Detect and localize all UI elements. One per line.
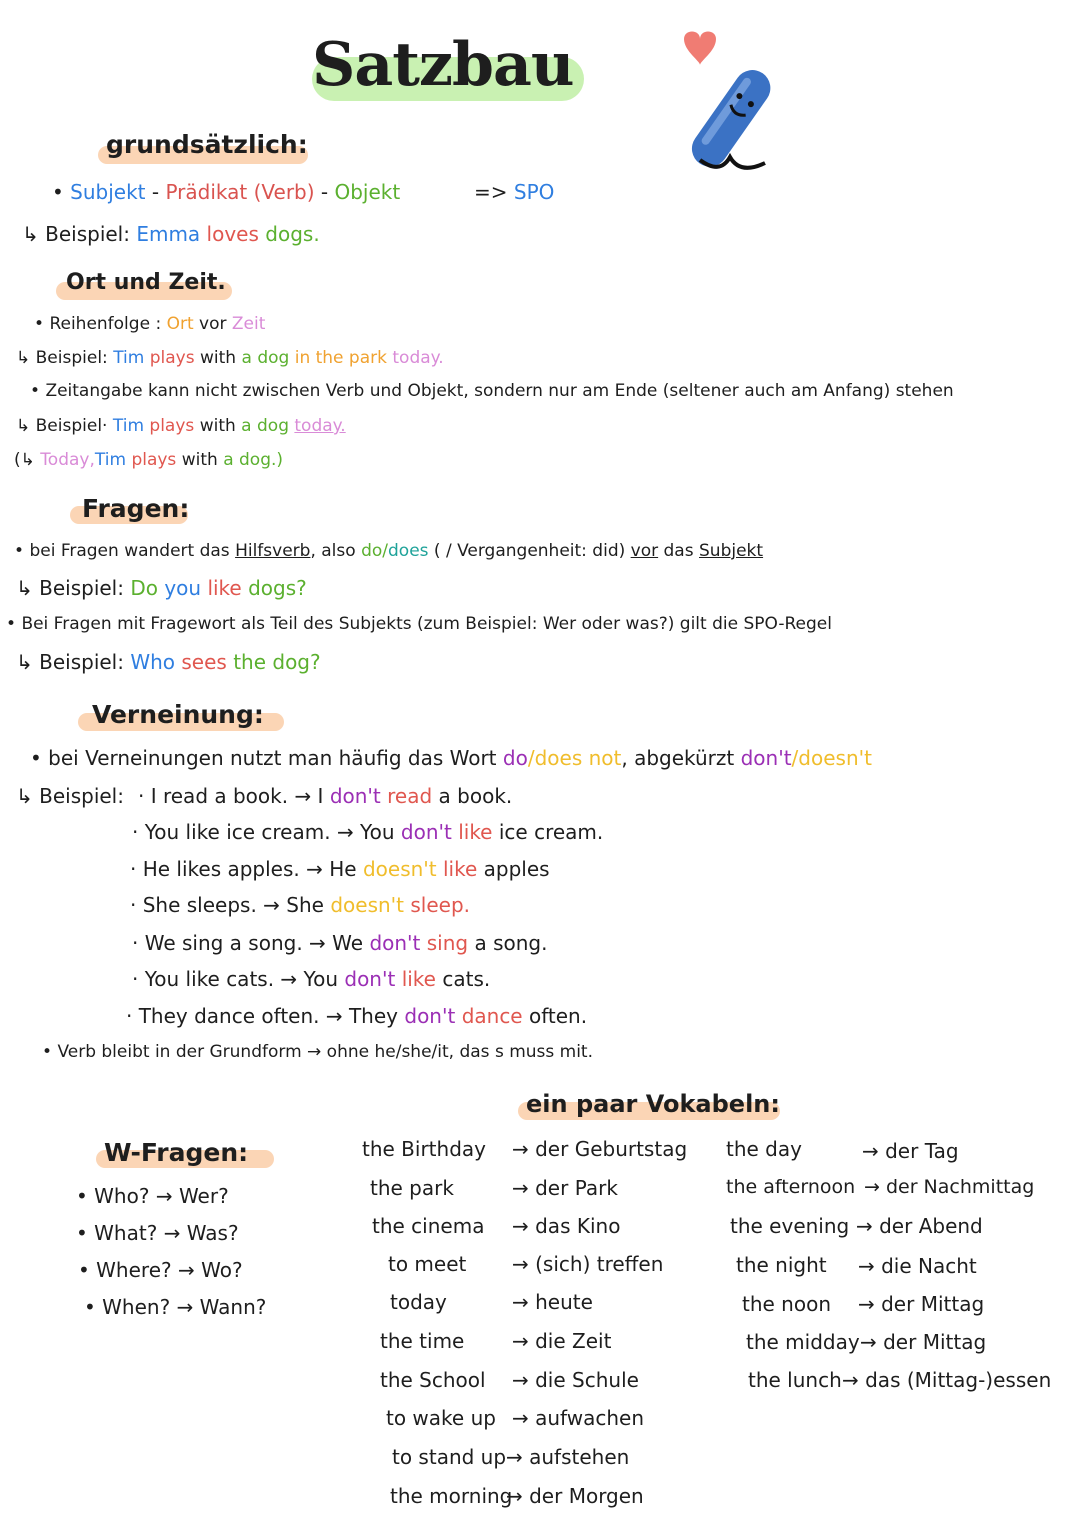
negation-example: · He likes apples. → He doesn't like apples <box>130 857 550 881</box>
word: dog? <box>272 650 321 674</box>
word: today. <box>392 348 444 368</box>
word: Tim <box>112 416 145 436</box>
vocab-en: the night <box>736 1253 827 1277</box>
word: you <box>164 576 202 600</box>
word: sees <box>181 650 227 674</box>
subjekt-label: Subjekt <box>70 180 146 204</box>
word: Tim <box>94 450 127 470</box>
text: / <box>527 746 535 770</box>
example-tim-1 <box>16 348 444 368</box>
word: dogs? <box>248 576 307 600</box>
vocab-de: → heute <box>512 1290 593 1314</box>
example-label: ↳ Beispiel: <box>22 222 130 246</box>
vocab-de: → der Geburtstag <box>512 1137 688 1161</box>
verb-note: • Verb bleibt in der Grundform → ohne he/she/it, das s muss mit. <box>42 1042 594 1062</box>
arrow: => <box>474 180 508 204</box>
rule-text: Bei Fragen mit Fragewort als Teil des Subjekts (zum Beispiel: Wer oder was?) gilt die SPO-Regel <box>21 614 832 634</box>
heading-grundsaetzlich: grundsätzlich: <box>106 130 308 159</box>
negation-example: · She sleeps. → She doesn't sleep. <box>130 893 470 917</box>
vocab-en: the morning <box>390 1484 513 1508</box>
word: a <box>223 450 234 470</box>
pen-doodle-icon <box>660 25 790 185</box>
vocab-en: the midday <box>746 1330 860 1354</box>
vocab-en: to meet <box>388 1252 467 1276</box>
example-tim-2 <box>16 416 346 436</box>
vocab-de: → die Schule <box>512 1368 639 1392</box>
text: , abgekürzt <box>621 746 735 770</box>
label: Reihenfolge : <box>49 314 162 334</box>
spo-result <box>474 180 554 204</box>
vocab-de: → der Abend <box>856 1214 983 1238</box>
note-text: Verb bleibt in der Grundform → ohne he/she/it, das s muss mit. <box>57 1042 594 1062</box>
text: bei Verneinungen nutzt man häufig das Wort <box>48 746 497 770</box>
text: bei Fragen wandert das <box>29 541 230 561</box>
text: das <box>663 541 694 561</box>
vocab-de: → der Morgen <box>506 1484 644 1508</box>
vocab-de: → das Kino <box>512 1214 621 1238</box>
word: loves <box>206 222 259 246</box>
page-title: Satzbau <box>312 30 574 100</box>
word: Do <box>130 576 158 600</box>
praedikat-label: Prädikat (Verb) <box>165 180 315 204</box>
w-fragen-item: • Who? → Wer? <box>76 1184 229 1208</box>
word: doesn't <box>798 746 872 770</box>
word: with <box>199 416 236 436</box>
w-fragen-item: • What? → Was? <box>76 1221 239 1245</box>
word: with <box>200 348 237 368</box>
objekt-label: Objekt <box>334 180 401 204</box>
heading-w-fragen: W-Fragen: <box>104 1138 249 1167</box>
vocab-de: → der Park <box>512 1176 618 1200</box>
separator: - <box>314 180 335 204</box>
spo-label: SPO <box>513 180 555 204</box>
word: dog <box>257 416 289 436</box>
negation-example: · We sing a song. → We don't sing a song. <box>132 931 548 955</box>
vocab-en: the park <box>370 1176 454 1200</box>
vocab-de: → der Nachmittag <box>864 1176 1035 1198</box>
verneinung-example-label: ↳ Beispiel: <box>16 784 124 808</box>
word: the <box>233 650 267 674</box>
example-do-you <box>16 576 307 600</box>
word: in the park <box>294 348 387 368</box>
word: a <box>241 348 252 368</box>
word: Ort <box>166 314 194 334</box>
spo-rule: • Subjekt - Prädikat (Verb) - Objekt <box>52 180 401 204</box>
example-who <box>16 650 321 674</box>
negation-example: · You like cats. → You don't like cats. <box>132 967 491 991</box>
vocab-de: → (sich) treffen <box>512 1252 664 1276</box>
vocab-en: the lunch <box>748 1368 842 1392</box>
reihenfolge-rule: • Reihenfolge : Ort vor Zeit <box>34 314 266 334</box>
vocab-en: to stand up <box>392 1445 507 1469</box>
example-label: ↳ Beispiel: <box>16 348 108 368</box>
hilfsverb: Hilfsverb <box>235 541 311 561</box>
heading-fragen: Fragen: <box>82 494 190 523</box>
vocab-de: → der Mittag <box>860 1330 987 1354</box>
word: Emma <box>136 222 201 246</box>
vocab-en: today <box>390 1290 447 1314</box>
vocab-en: the School <box>380 1368 486 1392</box>
negation-example: · They dance often. → They don't dance often. <box>126 1004 588 1028</box>
word: Zeit <box>231 314 266 334</box>
word: does not <box>534 746 622 770</box>
word: does <box>388 541 429 561</box>
fragen-rule-1: • bei Fragen wandert das Hilfsverb, also do/does ( / Vergangenheit: did) vor das Subjekt <box>14 541 764 561</box>
vocab-de: → der Tag <box>862 1139 959 1163</box>
word: plays <box>149 416 195 436</box>
vocab-en: the time <box>380 1329 465 1353</box>
word: with <box>181 450 218 470</box>
vocab-en: the noon <box>742 1292 832 1316</box>
word: plays <box>149 348 195 368</box>
word: do/ <box>361 541 388 561</box>
word: today. <box>294 416 346 436</box>
word: dog.) <box>239 450 284 470</box>
word: like <box>207 576 242 600</box>
vocab-de: → die Zeit <box>512 1329 612 1353</box>
w-fragen-item: • Where? → Wo? <box>78 1258 243 1282</box>
vocab-en: the cinema <box>372 1214 485 1238</box>
vocab-de: → das (Mittag-)essen <box>842 1368 1052 1392</box>
w-fragen-item: • When? → Wann? <box>84 1295 267 1319</box>
vocab-en: to wake up <box>386 1406 496 1430</box>
example-tim-3 <box>14 450 283 470</box>
vocab-de: → der Mittag <box>858 1292 985 1316</box>
word: vor <box>199 314 227 334</box>
negation-example: · You like ice cream. → You don't like ice cream. <box>132 820 604 844</box>
word: Tim <box>113 348 145 368</box>
bracket: (↳ <box>14 450 35 470</box>
heading-vokabeln: ein paar Vokabeln: <box>526 1090 780 1118</box>
word: plays <box>131 450 177 470</box>
word: vor <box>630 541 659 561</box>
vocab-de: → aufwachen <box>512 1406 645 1430</box>
separator: - <box>145 180 166 204</box>
word: Subjekt <box>699 541 764 561</box>
word: Who <box>130 650 176 674</box>
example-label: ↳ Beispiel: <box>16 576 124 600</box>
vocab-en: the evening <box>730 1214 850 1238</box>
text: ( / Vergangenheit: did) <box>433 541 626 561</box>
vocab-de: → aufstehen <box>506 1445 630 1469</box>
verneinung-rule: • bei Verneinungen nutzt man häufig das Wort do/does not, abgekürzt don't/doesn't <box>30 746 872 770</box>
word: dog <box>257 348 290 368</box>
word: don't <box>740 746 792 770</box>
word: Today, <box>40 450 95 470</box>
word: dogs. <box>265 222 320 246</box>
word: a <box>241 416 252 436</box>
negation-example: · I read a book. → I don't read a book. <box>138 784 513 808</box>
example-label: ↳ Beispiel· <box>16 416 108 436</box>
vocab-en: the afternoon <box>726 1176 856 1198</box>
vocab-de: → die Nacht <box>858 1254 977 1278</box>
heading-verneinung: Verneinung: <box>92 700 264 729</box>
vocab-en: the Birthday <box>362 1137 486 1161</box>
text: , also <box>310 541 356 561</box>
example-label: ↳ Beispiel: <box>16 650 124 674</box>
rule-text: Zeitangabe kann nicht zwischen Verb und Objekt, sondern nur am Ende (seltener auch am Anfang) stehen <box>45 381 954 401</box>
word: do <box>502 746 528 770</box>
heading-ort-zeit: Ort und Zeit. <box>66 270 226 295</box>
zeitangabe-rule: • Zeitangabe kann nicht zwischen Verb und Objekt, sondern nur am Ende (seltener auch am Anfang) stehen <box>30 381 954 401</box>
text: / <box>791 746 799 770</box>
vocab-en: the day <box>726 1137 802 1161</box>
example-emma <box>22 222 320 246</box>
fragen-rule-2: • Bei Fragen mit Fragewort als Teil des Subjekts (zum Beispiel: Wer oder was?) gilt die SPO-Regel <box>6 614 832 634</box>
